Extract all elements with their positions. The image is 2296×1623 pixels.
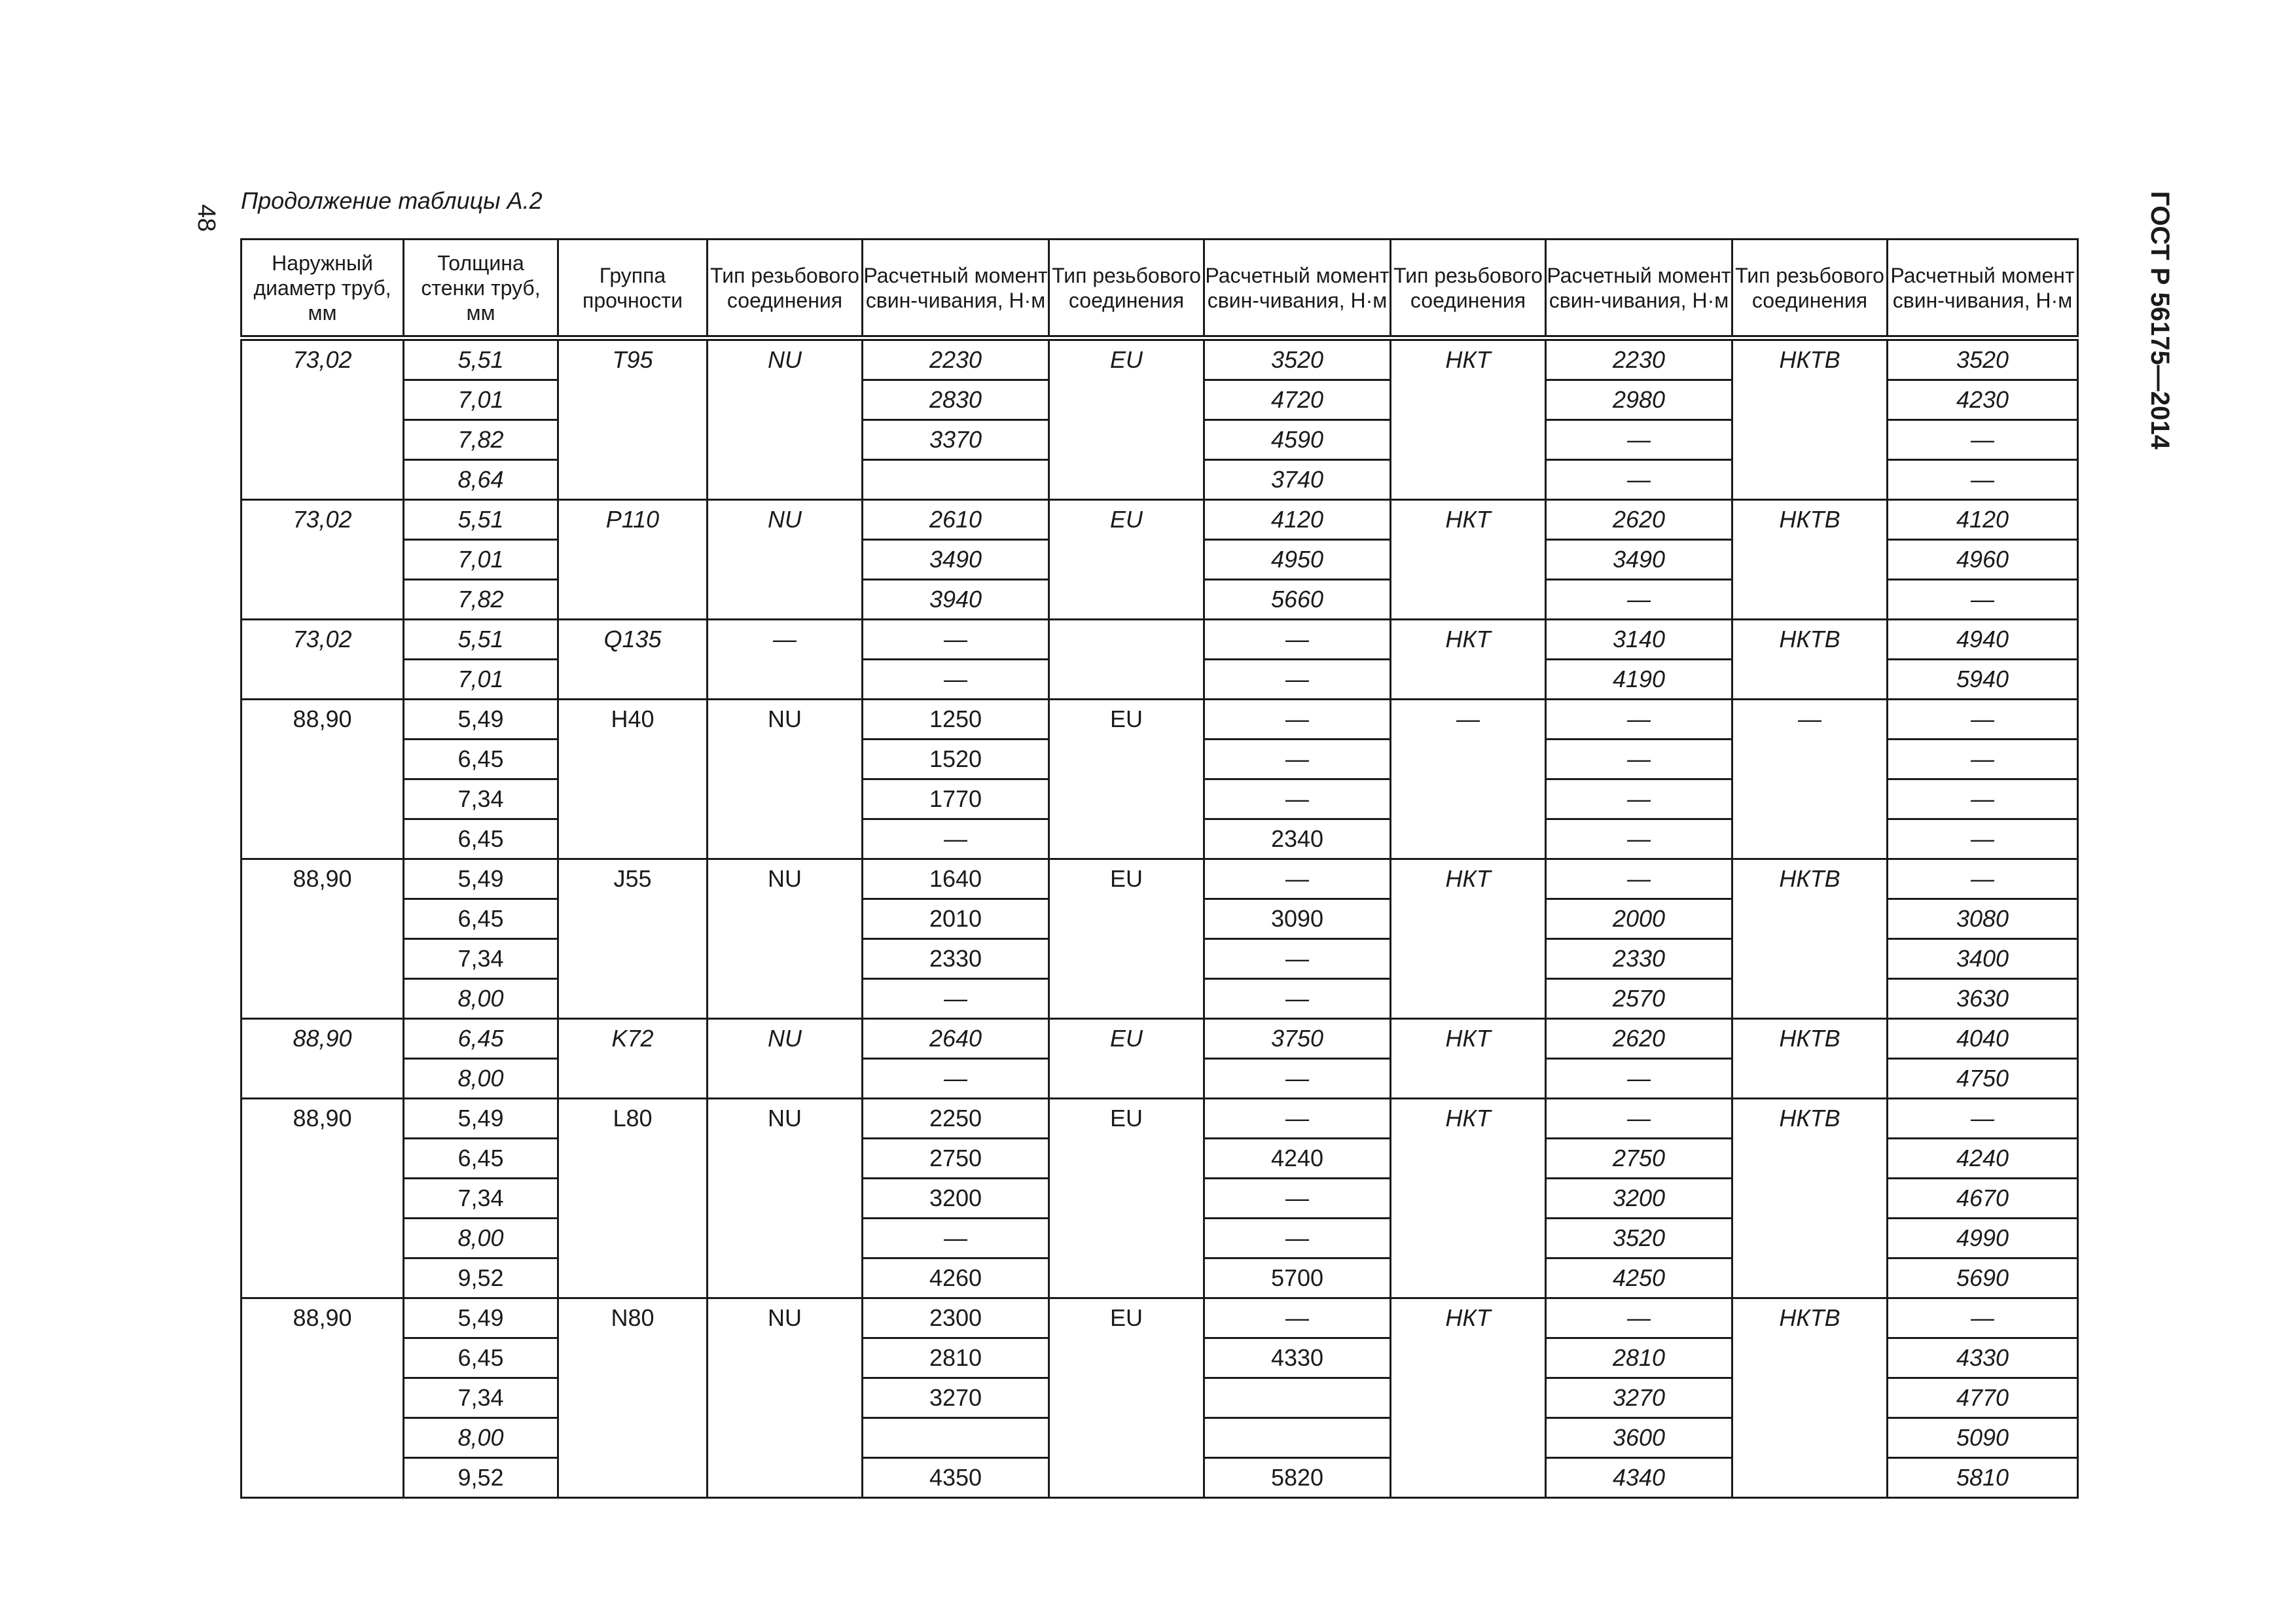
torque-4-cell: 5690 [1888,1258,2078,1298]
outer-diameter-cell: 73,02 [242,620,404,700]
thread-type-2-cell [1049,620,1204,700]
torque-4-cell: — [1888,859,2078,899]
wall-thickness-cell: 6,45 [404,1139,558,1179]
torque-1-cell: 3940 [863,580,1049,620]
strength-group-cell: H40 [558,700,708,859]
torque-1-cell: 4260 [863,1258,1049,1298]
strength-group-cell: P110 [558,500,708,620]
torque-3-cell: — [1546,1298,1732,1338]
torque-2-cell: — [1204,1219,1391,1258]
torque-2-cell: — [1204,1179,1391,1219]
wall-thickness-cell: 7,01 [404,540,558,580]
header-thread-type-2: Тип резьбового соединения [1049,240,1204,338]
torque-4-cell: 3630 [1888,979,2078,1019]
torque-3-cell: — [1546,819,1732,859]
torque-1-cell: — [863,979,1049,1019]
thread-type-1-cell: NU [708,859,863,1019]
wall-thickness-cell: 9,52 [404,1458,558,1498]
wall-thickness-cell: 7,82 [404,420,558,460]
thread-type-1-cell: NU [708,1298,863,1498]
header-torque-2: Расчетный момент свин-чивания, Н·м [1204,240,1391,338]
torque-4-cell: 4240 [1888,1139,2078,1179]
torque-2-cell: 5660 [1204,580,1391,620]
wall-thickness-cell: 9,52 [404,1258,558,1298]
torque-3-cell: 4340 [1546,1458,1732,1498]
torque-2-cell: — [1204,939,1391,979]
wall-thickness-cell: 7,34 [404,1179,558,1219]
torque-3-cell: 4250 [1546,1258,1732,1298]
torque-1-cell: — [863,1219,1049,1258]
torque-2-cell: 3090 [1204,899,1391,939]
torque-4-cell: 3520 [1888,338,2078,380]
torque-1-cell: 2610 [863,500,1049,540]
thread-type-2-cell: EU [1049,700,1204,859]
table-caption: Продолжение таблицы А.2 [241,187,543,214]
thread-type-1-cell: NU [708,1019,863,1099]
thread-type-3-cell: НКТ [1391,338,1546,500]
torque-1-cell: 2230 [863,338,1049,380]
outer-diameter-cell: 73,02 [242,338,404,500]
torque-3-cell: 3140 [1546,620,1732,660]
torque-3-cell: — [1546,420,1732,460]
wall-thickness-cell: 8,00 [404,1219,558,1258]
outer-diameter-cell: 88,90 [242,1099,404,1298]
torque-1-cell: — [863,819,1049,859]
wall-thickness-cell: 5,49 [404,1298,558,1338]
torque-3-cell: 2570 [1546,979,1732,1019]
torque-4-cell: 4230 [1888,380,2078,420]
wall-thickness-cell: 6,45 [404,819,558,859]
torque-2-cell: — [1204,740,1391,779]
thread-type-4-cell: НКТВ [1732,1019,1888,1099]
wall-thickness-cell: 6,45 [404,740,558,779]
torque-3-cell: 4190 [1546,660,1732,700]
wall-thickness-cell: 6,45 [404,899,558,939]
strength-group-cell: J55 [558,859,708,1019]
wall-thickness-cell: 6,45 [404,1019,558,1059]
page-number: 48 [192,204,220,232]
thread-type-4-cell: НКТВ [1732,1298,1888,1498]
wall-thickness-cell: 8,00 [404,1418,558,1458]
header-torque-1: Расчетный момент свин-чивания, Н·м [863,240,1049,338]
torque-2-cell: — [1204,1099,1391,1139]
table-row [242,859,2078,899]
thread-type-2-cell: EU [1049,500,1204,620]
torque-2-cell: 3740 [1204,460,1391,500]
torque-4-cell: 4120 [1888,500,2078,540]
torque-3-cell: — [1546,859,1732,899]
torque-2-cell: — [1204,700,1391,740]
table-row [242,1099,2078,1139]
torque-1-cell: 1640 [863,859,1049,899]
thread-type-4-cell: НКТВ [1732,500,1888,620]
torque-1-cell: 1770 [863,779,1049,819]
strength-group-cell: T95 [558,338,708,500]
thread-type-2-cell: EU [1049,338,1204,500]
torque-1-cell: — [863,1059,1049,1099]
torque-1-cell: 3490 [863,540,1049,580]
torque-4-cell: 3080 [1888,899,2078,939]
header-torque-4: Расчетный момент свин-чивания, Н·м [1888,240,2078,338]
strength-group-cell: L80 [558,1099,708,1298]
torque-3-cell: 3200 [1546,1179,1732,1219]
thread-type-2-cell: EU [1049,1099,1204,1298]
torque-4-cell: 4770 [1888,1378,2078,1418]
torque-4-cell: — [1888,740,2078,779]
thread-type-1-cell: — [708,620,863,700]
thread-type-1-cell: NU [708,500,863,620]
torque-2-cell: 5700 [1204,1258,1391,1298]
wall-thickness-cell: 6,45 [404,1338,558,1378]
thread-type-3-cell: НКТ [1391,620,1546,700]
wall-thickness-cell: 7,82 [404,580,558,620]
thread-type-3-cell: — [1391,700,1546,859]
torque-3-cell: 2810 [1546,1338,1732,1378]
torque-1-cell: 3370 [863,420,1049,460]
table-body [242,338,2078,1498]
torque-3-cell: — [1546,740,1732,779]
torque-3-cell: — [1546,1099,1732,1139]
strength-group-cell: N80 [558,1298,708,1498]
torque-2-cell: — [1204,859,1391,899]
header-thread-type-1: Тип резьбового соединения [708,240,863,338]
thread-type-2-cell: EU [1049,1298,1204,1498]
header-outer-diameter: Наружный диаметр труб, мм [242,240,404,338]
torque-4-cell: 3400 [1888,939,2078,979]
thread-type-2-cell: EU [1049,859,1204,1019]
torque-2-cell: 4240 [1204,1139,1391,1179]
torque-2-cell: — [1204,979,1391,1019]
wall-thickness-cell: 8,64 [404,460,558,500]
torque-3-cell: 3490 [1546,540,1732,580]
torque-4-cell: — [1888,1298,2078,1338]
torque-1-cell: 2250 [863,1099,1049,1139]
torque-4-cell: — [1888,460,2078,500]
torque-2-cell: — [1204,620,1391,660]
thread-type-4-cell: НКТВ [1732,338,1888,500]
torque-2-cell: 4720 [1204,380,1391,420]
wall-thickness-cell: 5,49 [404,1099,558,1139]
wall-thickness-cell: 7,34 [404,939,558,979]
torque-2-cell: 2340 [1204,819,1391,859]
torque-2-cell: — [1204,779,1391,819]
torque-1-cell: 3200 [863,1179,1049,1219]
wall-thickness-cell: 5,49 [404,700,558,740]
torque-2-cell [1204,1418,1391,1458]
wall-thickness-cell: 5,51 [404,500,558,540]
table-row [242,700,2078,740]
torque-2-cell: — [1204,1298,1391,1338]
torque-1-cell: 2640 [863,1019,1049,1059]
thread-type-1-cell: NU [708,338,863,500]
thread-type-4-cell: НКТВ [1732,620,1888,700]
header-thread-type-3: Тип резьбового соединения [1391,240,1546,338]
wall-thickness-cell: 5,51 [404,620,558,660]
wall-thickness-cell: 8,00 [404,979,558,1019]
torque-3-cell: 3270 [1546,1378,1732,1418]
header-wall-thickness: Толщина стенки труб, мм [404,240,558,338]
torque-2-cell: 4590 [1204,420,1391,460]
torque-4-cell: 5810 [1888,1458,2078,1498]
torque-3-cell: 2750 [1546,1139,1732,1179]
wall-thickness-cell: 7,34 [404,1378,558,1418]
torque-1-cell: 2810 [863,1338,1049,1378]
torque-1-cell: 3270 [863,1378,1049,1418]
torque-2-cell: — [1204,660,1391,700]
table-row [242,620,2078,660]
torque-1-cell: 2330 [863,939,1049,979]
torque-1-cell: 2750 [863,1139,1049,1179]
torque-2-cell: 3520 [1204,338,1391,380]
wall-thickness-cell: 7,01 [404,660,558,700]
torque-4-cell: 4990 [1888,1219,2078,1258]
torque-4-cell: 5940 [1888,660,2078,700]
torque-3-cell: 2000 [1546,899,1732,939]
torque-1-cell: 1250 [863,700,1049,740]
table-row [242,1019,2078,1059]
outer-diameter-cell: 73,02 [242,500,404,620]
torque-4-cell: 4960 [1888,540,2078,580]
wall-thickness-cell: 7,34 [404,779,558,819]
torque-3-cell: 2980 [1546,380,1732,420]
torque-3-cell: 2330 [1546,939,1732,979]
outer-diameter-cell: 88,90 [242,1019,404,1099]
torque-3-cell: — [1546,460,1732,500]
header-torque-3: Расчетный момент свин-чивания, Н·м [1546,240,1732,338]
thread-type-3-cell: НКТ [1391,1298,1546,1498]
torque-1-cell [863,1418,1049,1458]
torque-1-cell: 4350 [863,1458,1049,1498]
outer-diameter-cell: 88,90 [242,700,404,859]
document-id: ГОСТ Р 56175—2014 [2145,191,2174,450]
strength-group-cell: Q135 [558,620,708,700]
thread-type-3-cell: НКТ [1391,859,1546,1019]
thread-type-4-cell: НКТВ [1732,1099,1888,1298]
torque-4-cell: 4670 [1888,1179,2078,1219]
torque-4-cell: — [1888,779,2078,819]
torque-1-cell: 2010 [863,899,1049,939]
outer-diameter-cell: 88,90 [242,859,404,1019]
torque-3-cell: 2620 [1546,500,1732,540]
torque-4-cell: — [1888,700,2078,740]
torque-3-cell: 3600 [1546,1418,1732,1458]
thread-type-1-cell: NU [708,700,863,859]
header-thread-type-4: Тип резьбового соединения [1732,240,1888,338]
thread-type-2-cell: EU [1049,1019,1204,1099]
torque-3-cell: — [1546,1059,1732,1099]
torque-1-cell: 2830 [863,380,1049,420]
thread-type-3-cell: НКТ [1391,500,1546,620]
thread-type-4-cell: — [1732,700,1888,859]
wall-thickness-cell: 7,01 [404,380,558,420]
thread-type-1-cell: NU [708,1099,863,1298]
header-row [242,240,2078,338]
torque-4-cell: — [1888,420,2078,460]
strength-group-cell: K72 [558,1019,708,1099]
torque-2-cell: 4950 [1204,540,1391,580]
torque-2-cell [1204,1378,1391,1418]
torque-4-cell: 4750 [1888,1059,2078,1099]
torque-1-cell: 2300 [863,1298,1049,1338]
torque-1-cell: — [863,620,1049,660]
torque-4-cell: 4040 [1888,1019,2078,1059]
torque-2-cell: 4330 [1204,1338,1391,1378]
table-row [242,338,2078,380]
wall-thickness-cell: 8,00 [404,1059,558,1099]
torque-4-cell: 4330 [1888,1338,2078,1378]
torque-2-cell: — [1204,1059,1391,1099]
torque-2-cell: 3750 [1204,1019,1391,1059]
torque-table [240,238,2079,1499]
torque-4-cell: — [1888,580,2078,620]
table-row [242,500,2078,540]
torque-2-cell: 5820 [1204,1458,1391,1498]
table-row [242,1298,2078,1338]
outer-diameter-cell: 88,90 [242,1298,404,1498]
torque-4-cell: — [1888,819,2078,859]
wall-thickness-cell: 5,49 [404,859,558,899]
thread-type-4-cell: НКТВ [1732,859,1888,1019]
torque-1-cell: — [863,660,1049,700]
torque-4-cell: 5090 [1888,1418,2078,1458]
torque-3-cell: 2620 [1546,1019,1732,1059]
torque-3-cell: — [1546,779,1732,819]
torque-4-cell: — [1888,1099,2078,1139]
thread-type-3-cell: НКТ [1391,1099,1546,1298]
torque-3-cell: 2230 [1546,338,1732,380]
torque-3-cell: 3520 [1546,1219,1732,1258]
torque-3-cell: — [1546,580,1732,620]
torque-4-cell: 4940 [1888,620,2078,660]
torque-2-cell: 4120 [1204,500,1391,540]
thread-type-3-cell: НКТ [1391,1019,1546,1099]
torque-3-cell: — [1546,700,1732,740]
header-strength-group: Группа прочности [558,240,708,338]
wall-thickness-cell: 5,51 [404,338,558,380]
torque-1-cell [863,460,1049,500]
torque-1-cell: 1520 [863,740,1049,779]
